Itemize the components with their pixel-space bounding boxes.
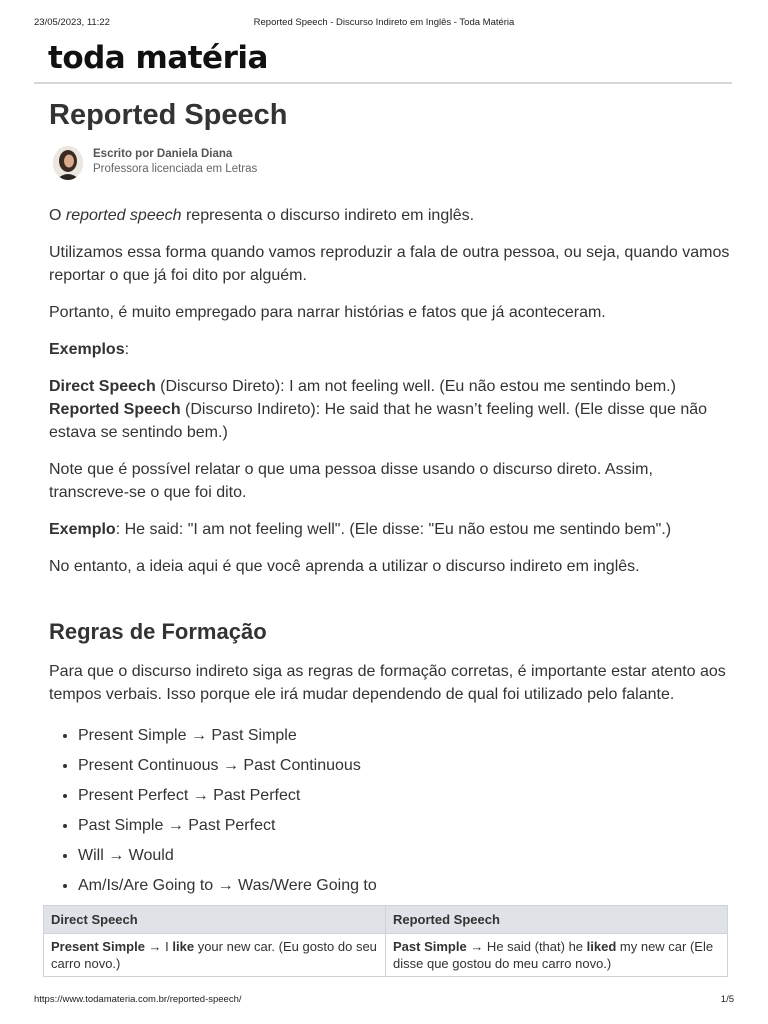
cell-text: → He said (that) he (466, 939, 587, 954)
page-number: 1/5 (720, 994, 734, 1005)
example-text: : He said: "I am not feeling well". (Ele disse: "Eu não estou me sentindo bem".) (115, 521, 672, 538)
cell-tense-label: Past Simple (393, 939, 467, 954)
print-header (34, 17, 734, 29)
examples-heading (49, 338, 731, 361)
author-role: Professora licenciada em Letras (93, 163, 258, 175)
intro-text: O (49, 207, 66, 224)
direct-speech-label: Direct Speech (49, 378, 156, 395)
table-cell-direct (44, 934, 386, 977)
print-doc-title: Reported Speech - Discurso Indireto em Inglês - Toda Matéria (253, 17, 515, 28)
paragraph-note: Note que é possível relatar o que uma pessoa disse usando o discurso direto. Assim, transcreve-se o que foi dito. (49, 461, 653, 501)
list-item: • Present Perfect → Past Perfect (78, 781, 731, 811)
table-header-reported: Reported Speech (386, 906, 728, 934)
table-row (44, 934, 728, 977)
example-label: Exemplo (49, 521, 116, 538)
example-pair (49, 375, 731, 444)
site-logo[interactable]: toda matéria (48, 40, 268, 76)
table-header-row (44, 906, 728, 934)
section-intro: Para que o discurso indireto siga as regras de formação corretas, é importante estar atento aos tempos verbais. Isso porque ele irá mudar dependendo de qual foi utilizado pelo falante. (49, 663, 726, 703)
article (49, 96, 731, 901)
example-direct (49, 518, 731, 541)
reported-speech-label: Reported Speech (49, 401, 181, 418)
list-item: • Past Simple → Past Perfect (78, 811, 731, 841)
print-datetime: 23/05/2023, 11:22 (34, 17, 110, 28)
intro-paragraph (49, 204, 731, 227)
list-item: • Am/Is/Are Going to → Was/Were Going to (78, 871, 731, 901)
author-name[interactable]: Escrito por Daniela Diana (93, 148, 233, 160)
table-cell-reported (386, 934, 728, 977)
examples-colon: : (124, 341, 130, 358)
list-item: • Present Simple → Past Simple (78, 721, 731, 751)
examples-label: Exemplos (49, 341, 125, 358)
direct-speech-text: (Discurso Direto): I am not feeling well. (Eu não estou me sentindo bem.) (155, 378, 676, 395)
list-item: • Will → Would (78, 841, 731, 871)
paragraph-however: No entanto, a ideia aqui é que você aprenda a utilizar o discurso indireto em inglês. (49, 558, 640, 575)
cell-verb: like (172, 939, 195, 954)
avatar[interactable] (53, 146, 83, 180)
cell-verb: liked (586, 939, 617, 954)
page-title: Reported Speech (49, 99, 288, 131)
cell-text-rest: your new car. (Eu gosto do seu carro novo.) (51, 939, 377, 971)
tense-table (43, 905, 728, 977)
section-title: Regras de Formação (49, 619, 267, 644)
paragraph-narrative: Portanto, é muito empregado para narrar histórias e fatos que já aconteceram. (49, 304, 606, 321)
rules-list (49, 721, 731, 901)
paragraph-usage: Utilizamos essa forma quando vamos reproduzir a fala de outra pessoa, ou seja, quando vamos reportar o que já foi dito por alguém. (49, 244, 730, 284)
cell-text: → I (144, 939, 173, 954)
intro-emphasis: reported speech (65, 207, 182, 224)
header-divider (34, 82, 732, 84)
table-header-direct: Direct Speech (44, 906, 386, 934)
page-url[interactable]: https://www.todamateria.com.br/reported-speech/ (34, 994, 242, 1005)
intro-text-end: representa o discurso indireto em inglês. (181, 207, 475, 224)
cell-text-rest: my new car (Ele disse que gostou do meu carro novo.) (393, 939, 714, 971)
cell-tense-label: Present Simple (51, 939, 145, 954)
list-item: • Present Continuous → Past Continuous (78, 751, 731, 781)
reported-speech-text: (Discurso Indireto): He said that he wasn’t feeling well. (Ele disse que não estava se sentindo bem.) (49, 401, 708, 441)
author-byline (49, 142, 731, 182)
